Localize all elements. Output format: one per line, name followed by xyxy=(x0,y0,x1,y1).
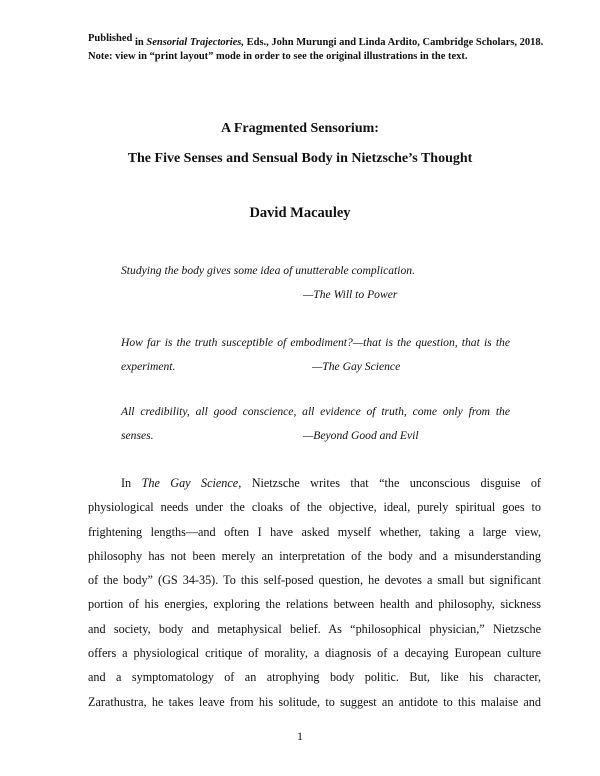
paragraph-line: frightening lengths—and often I have asked myself whether, taking a large view, xyxy=(88,524,541,539)
author-name: David Macauley xyxy=(249,205,351,221)
epigraph-last-word: senses. xyxy=(121,429,154,442)
epigraph-source: —The Gay Science xyxy=(312,360,401,373)
print-layout-note: Note: view in “print layout” mode in order to see the original illustrations in the text. xyxy=(88,51,468,62)
in-word: in xyxy=(134,37,144,48)
paragraph-word: In xyxy=(121,476,132,490)
epigraph-3 xyxy=(121,400,510,448)
paragraph-line: and a symptomatology of an atrophying body politic. But, like his character, xyxy=(88,670,541,685)
paragraph-line: and society, body and metaphysical belief. As “philosophical physician,” Nietzsche xyxy=(88,621,541,636)
paragraph-line: physiological needs under the cloaks of the objective, ideal, purely spiritual goes to xyxy=(88,500,541,515)
epigraph-source: —The Will to Power xyxy=(303,288,398,301)
paper-subtitle: The Five Senses and Sensual Body in Nietzsche’s Thought xyxy=(127,151,473,166)
paragraph-text: , Nietzsche writes that “the unconscious disguise of xyxy=(238,476,541,490)
epigraph-2 xyxy=(121,331,510,379)
epigraph-line: All credibility, all good conscience, all evidence of truth, come only from the xyxy=(121,405,510,418)
paragraph-line: offers a physiological critique of morality, a diagnosis of a decaying European culture xyxy=(88,646,541,661)
paper-title: A Fragmented Sensorium: xyxy=(221,121,379,136)
epigraph-last-line xyxy=(121,424,510,448)
book-title: Sensorial Trajectories, xyxy=(146,37,244,48)
paragraph-line xyxy=(88,471,541,495)
paragraph-line: of the body” (GS 34-35). To this self-posed question, he devotes a small but significant xyxy=(88,573,541,588)
epigraph-line: How far is the truth susceptible of embodiment?—that is the question, that is the xyxy=(121,336,510,349)
paragraph-line: philosophy has not been merely an interpretation of the body and a misunderstanding xyxy=(88,548,541,563)
cited-book-title: The Gay Science xyxy=(141,476,239,490)
page-number: 1 xyxy=(297,729,303,743)
epigraph-1-text xyxy=(121,259,510,283)
epigraph-source: —Beyond Good and Evil xyxy=(303,429,419,442)
publication-line xyxy=(88,33,558,50)
publication-details: Eds., John Murungi and Linda Ardito, Cambridge Scholars, 2018. xyxy=(246,37,544,48)
epigraph-last-line xyxy=(121,355,510,379)
paragraph-line: Zarathustra, he takes leave from his solitude, to suggest an antidote to this malaise and xyxy=(88,694,541,709)
epigraph-line: Studying the body gives some idea of unutterable complication. xyxy=(121,264,415,277)
publication-header xyxy=(88,33,558,64)
epigraph-last-word: experiment. xyxy=(121,360,176,373)
published-label: Published xyxy=(88,33,133,44)
body-paragraph xyxy=(88,471,541,714)
paragraph-line: portion of his energies, exploring the relations between health and philosophy, sickness xyxy=(88,597,541,612)
